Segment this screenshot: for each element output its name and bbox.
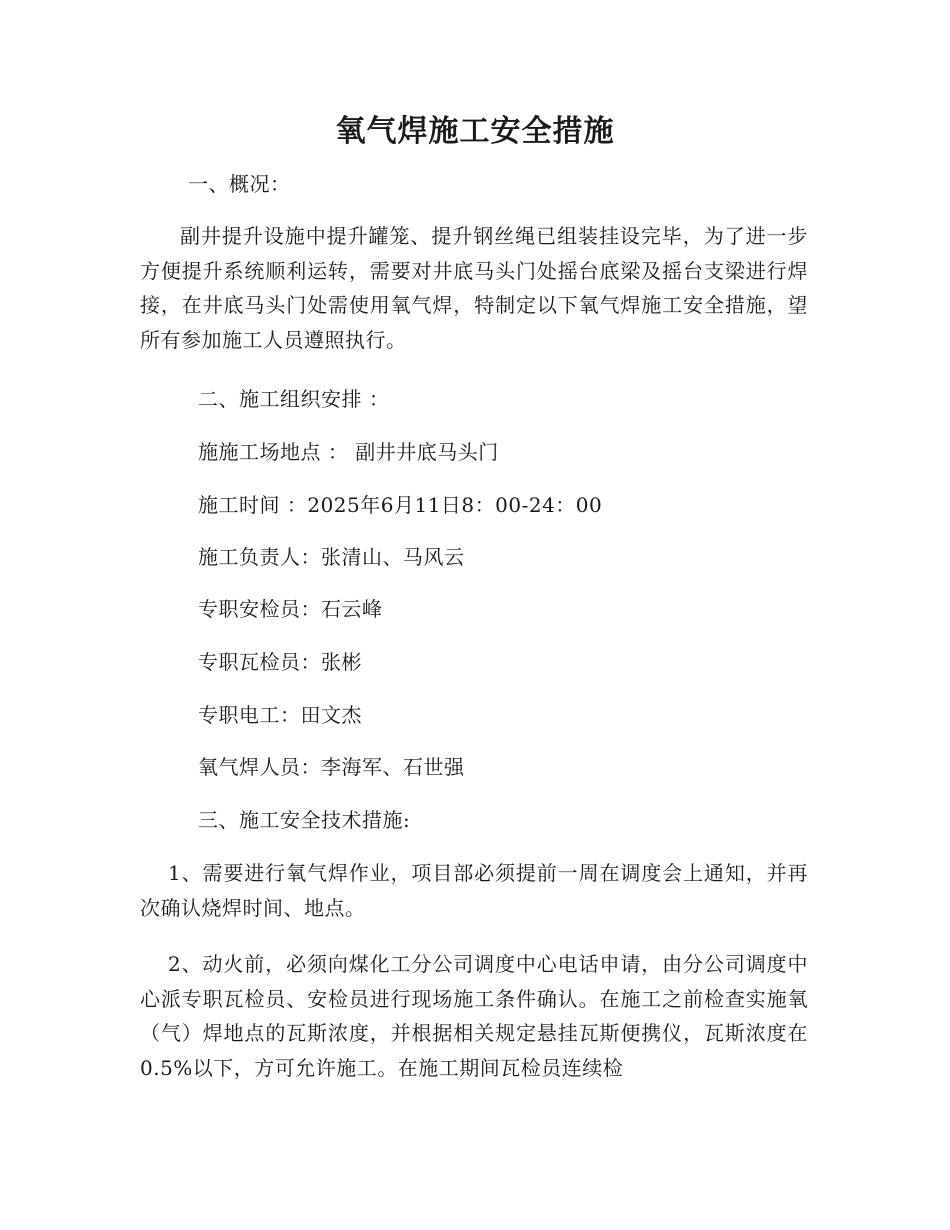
safety-inspector: 专职安检员：石云峰 [198,597,383,621]
measure-item-1: 1、需要进行氧气焊作业，项目部必须提前一周在调度会上通知，并再次确认烧焊时间、地点。 [140,861,808,920]
gas-inspector: 专职瓦检员：张彬 [198,650,362,674]
measure-item-2: 2、动火前，必须向煤化工分公司调度中心电话申请，由分公司调度中心派专职瓦检员、安检员进行现场施工条件确认。在施工之前检查实施氧（气）焊地点的瓦斯浓度，并根据相关规定悬挂瓦斯便携仪，瓦斯浓度在0.5%以下，方可允许施工。在施工期间瓦检员连续检 [140,952,808,1080]
section-heading-overview: 一、概况： [188,172,291,196]
electrician: 专职电工：田文杰 [198,703,362,727]
welders: 氧气焊人员：李海军、石世强 [198,755,465,779]
document-title: 氧气焊施工安全措施 [335,114,615,149]
construction-leader: 施工负责人：张清山、马风云 [198,545,465,569]
construction-site: 施施工场地点 ： 副井井底马头门 [198,440,499,464]
section-heading-safety-measures: 三、施工安全技术措施: [198,808,411,832]
overview-paragraph: 副井提升设施中提升罐笼、提升钢丝绳已组装挂设完毕，为了进一步方便提升系统顺利运转，需要对井底马头门处摇台底梁及摇台支梁进行焊接，在井底马头门处需使用氧气焊，特制定以下氧气焊施工安全措施，望所有参加施工人员遵照执行。 [140,224,808,352]
section-heading-organization: 二、施工组织安排 ： [198,387,390,411]
construction-time: 施工时间 ：2025年6月11日8：00-24：00 [198,493,603,517]
